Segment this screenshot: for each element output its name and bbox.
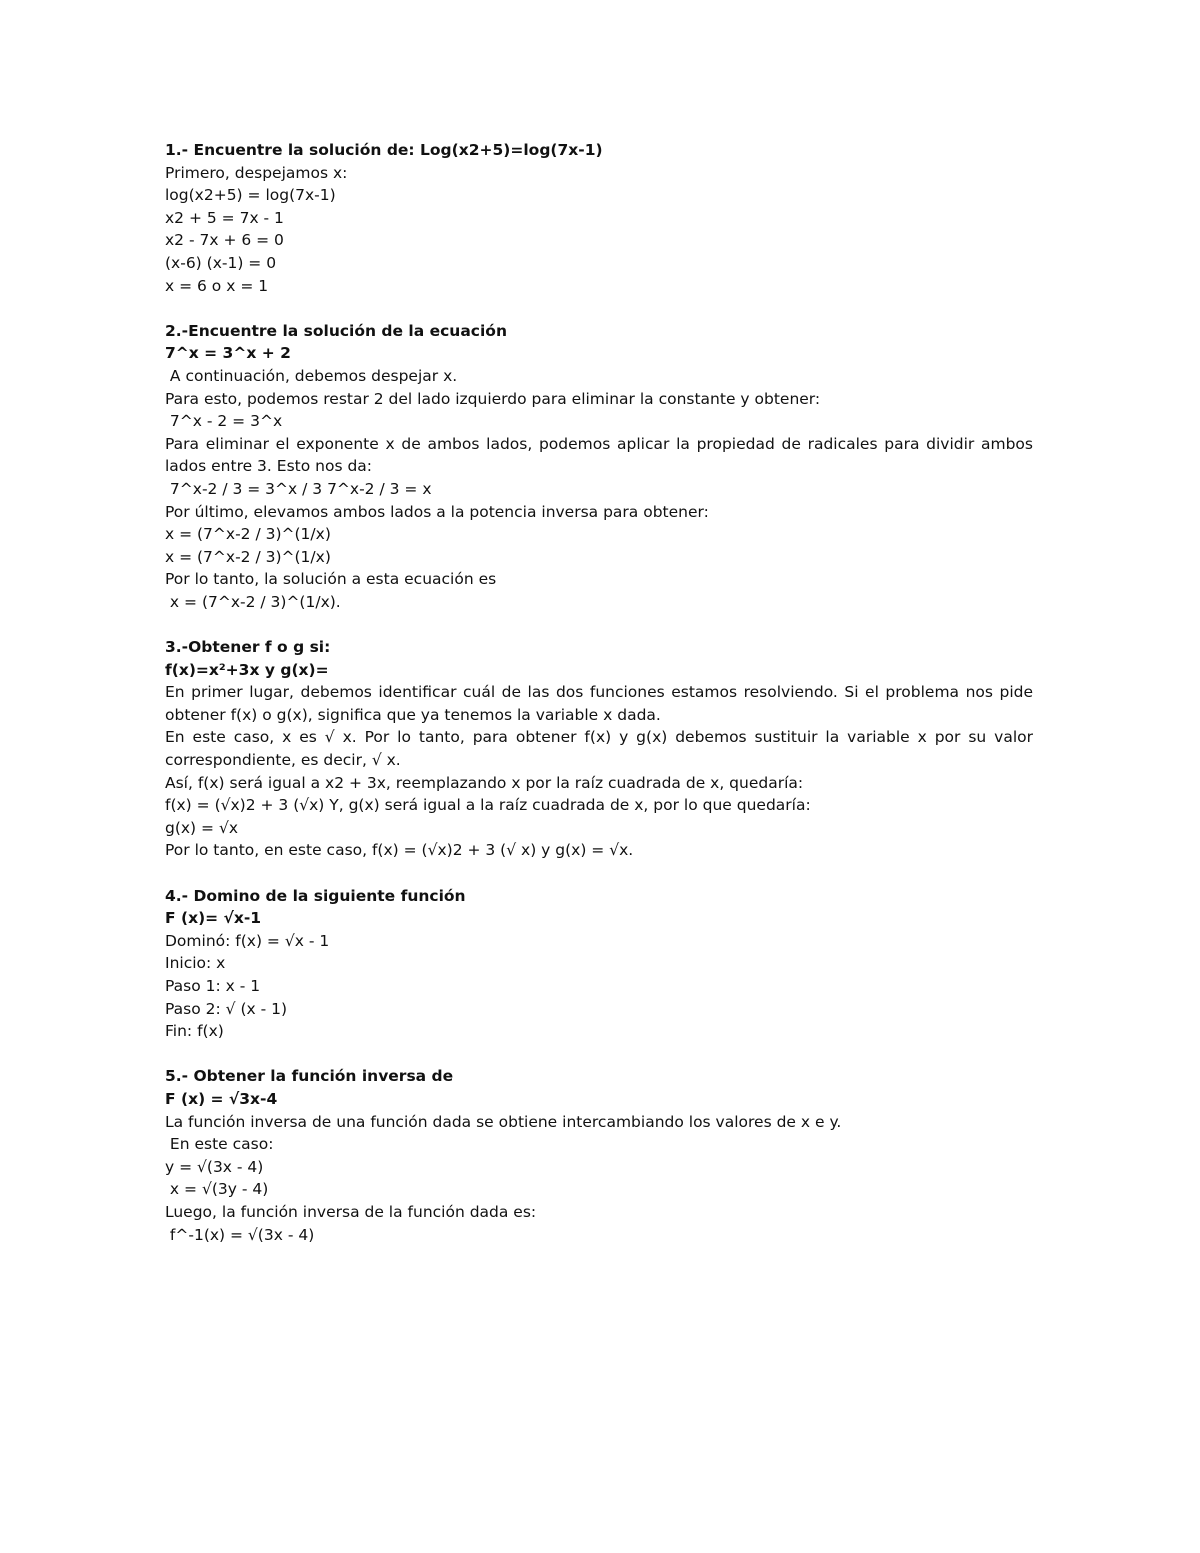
- section-1-line: log(x2+5) = log(7x-1): [165, 186, 336, 205]
- section-5: [165, 1065, 1033, 1246]
- section-3-line: g(x) = √x: [165, 818, 238, 837]
- spacer: [165, 1043, 1033, 1066]
- section-4-line: Inicio: x: [165, 954, 226, 973]
- section-3-heading: 3.-Obtener f o g si:: [165, 638, 331, 657]
- spacer: [165, 297, 1033, 320]
- section-2-line: A continuación, debemos despejar x.: [165, 366, 458, 385]
- section-2-line: Por lo tanto, la solución a esta ecuación es: [165, 570, 497, 589]
- section-4-line: Fin: f(x): [165, 1022, 224, 1041]
- section-5-line: f^-1(x) = √(3x - 4): [165, 1225, 315, 1244]
- section-4-heading: 4.- Domino de la siguiente función: [165, 886, 466, 905]
- section-3-equation: f(x)=x²+3x y g(x)=: [165, 660, 329, 679]
- section-3-line: f(x) = (√x)2 + 3 (√x) Y, g(x) será igual a la raíz cuadrada de x, por lo que quedaría:: [165, 796, 811, 815]
- section-5-line: x = √(3y - 4): [165, 1180, 269, 1199]
- section-1-line: x2 - 7x + 6 = 0: [165, 231, 284, 250]
- section-4-line: Paso 2: √ (x - 1): [165, 999, 288, 1018]
- section-4-line: Paso 1: x - 1: [165, 976, 261, 995]
- section-2-equation: 7^x = 3^x + 2: [165, 344, 291, 363]
- section-5-line: y = √(3x - 4): [165, 1157, 264, 1176]
- spacer: [165, 862, 1033, 885]
- section-2-line: x = (7^x-2 / 3)^(1/x).: [165, 592, 341, 611]
- section-2-line: Por último, elevamos ambos lados a la potencia inversa para obtener:: [165, 502, 709, 521]
- section-2-line: x = (7^x-2 / 3)^(1/x): [165, 547, 331, 566]
- section-3-line: Por lo tanto, en este caso, f(x) = (√x)2 + 3 (√ x) y g(x) = √x.: [165, 841, 634, 860]
- section-5-line: En este caso:: [165, 1135, 274, 1154]
- section-2-line: x = (7^x-2 / 3)^(1/x): [165, 525, 331, 544]
- document-page: [165, 139, 1033, 1246]
- section-4-line: Dominó: f(x) = √x - 1: [165, 931, 330, 950]
- section-2-heading: 2.-Encuentre la solución de la ecuación: [165, 321, 507, 340]
- section-1-line: x2 + 5 = 7x - 1: [165, 208, 284, 227]
- section-3-paragraph: En este caso, x es √ x. Por lo tanto, para obtener f(x) y g(x) debemos sustituir la variable x por su valor correspondiente, es decir, √ x.: [165, 728, 1033, 770]
- section-3: [165, 636, 1033, 862]
- section-2-line: 7^x - 2 = 3^x: [165, 412, 283, 431]
- section-5-line: Luego, la función inversa de la función dada es:: [165, 1202, 537, 1221]
- section-2-line: Para esto, podemos restar 2 del lado izquierdo para eliminar la constante y obtener:: [165, 389, 821, 408]
- section-4: [165, 885, 1033, 1043]
- section-3-line: Así, f(x) será igual a x2 + 3x, reemplazando x por la raíz cuadrada de x, quedaría:: [165, 773, 804, 792]
- section-2-paragraph: Para eliminar el exponente x de ambos lados, podemos aplicar la propiedad de radicales para dividir ambos lados entre 3. Esto nos da:: [165, 434, 1033, 476]
- spacer: [165, 613, 1033, 636]
- section-2-line: 7^x-2 / 3 = 3^x / 3 7^x-2 / 3 = x: [165, 479, 432, 498]
- section-1: [165, 139, 1033, 297]
- section-3-paragraph: En primer lugar, debemos identificar cuál de las dos funciones estamos resolviendo. Si el problema nos pide obtener f(x) o g(x), significa que ya tenemos la variable x dada.: [165, 683, 1033, 724]
- section-1-line: Primero, despejamos x:: [165, 163, 348, 182]
- section-4-equation: F (x)= √x-1: [165, 909, 262, 928]
- section-1-line: x = 6 o x = 1: [165, 276, 269, 295]
- section-1-heading: 1.- Encuentre la solución de: Log(x2+5)=log(7x-1): [165, 141, 603, 159]
- section-5-equation: F (x) = √3x-4: [165, 1089, 278, 1108]
- section-1-line: (x-6) (x-1) = 0: [165, 253, 277, 272]
- section-5-heading: 5.- Obtener la función inversa de: [165, 1067, 454, 1086]
- section-2: [165, 320, 1033, 614]
- section-5-line: La función inversa de una función dada se obtiene intercambiando los valores de x e y.: [165, 1112, 842, 1131]
